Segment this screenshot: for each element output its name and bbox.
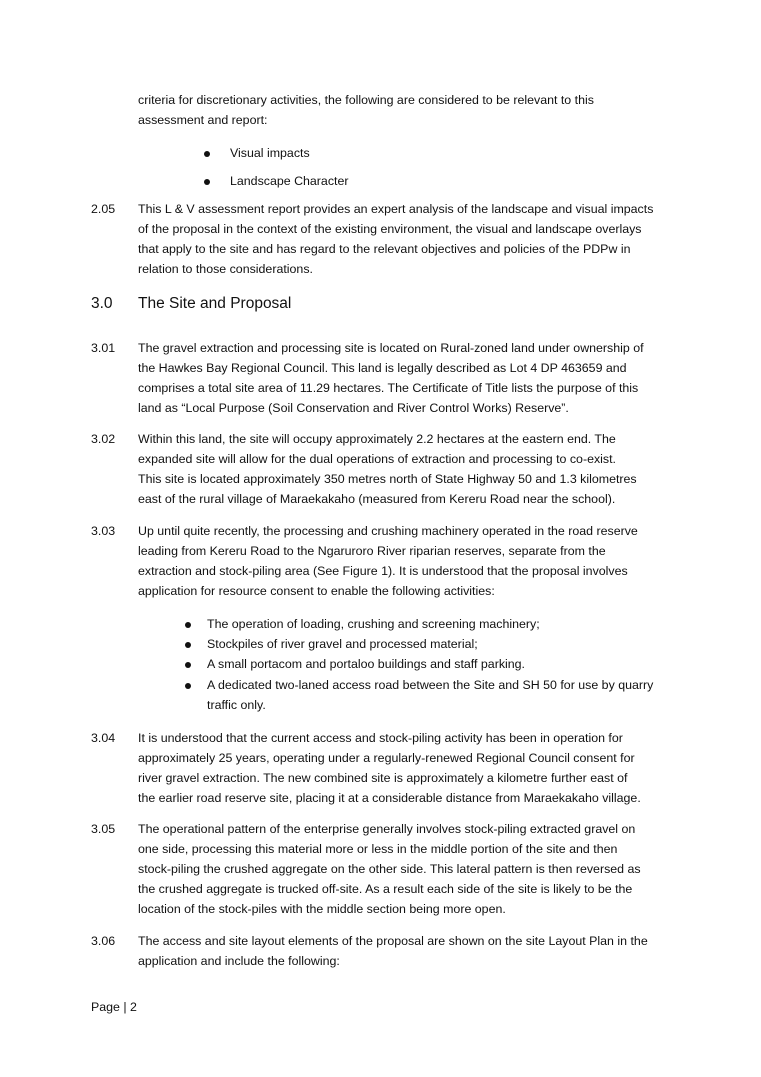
paragraph-number: 3.05	[91, 822, 116, 836]
paragraph-number: 3.06	[91, 934, 116, 948]
bullet-item: Stockpiles of river gravel and processed material;	[207, 637, 478, 651]
bullet-icon	[185, 642, 191, 648]
bullet-item: A dedicated two-laned access road between the Site and SH 50 for use by quarry	[207, 678, 654, 692]
paragraph-line: of the proposal in the context of the existing environment, the visual and landscape overlays	[138, 222, 642, 236]
paragraph-line: This site is located approximately 350 metres north of State Highway 50 and 1.3 kilometres	[138, 472, 637, 486]
bullet-item: The operation of loading, crushing and screening machinery;	[207, 617, 540, 631]
paragraph-line: It is understood that the current access and stock-piling activity has been in operation for	[138, 731, 623, 745]
section-number: 3.0	[91, 295, 113, 312]
bullet-continuation: traffic only.	[207, 698, 266, 712]
paragraph-line: land as “Local Purpose (Soil Conservation and River Control Works) Reserve”.	[138, 401, 569, 415]
paragraph-line: This L & V assessment report provides an expert analysis of the landscape and visual impacts	[138, 202, 654, 216]
paragraph-line: comprises a total site area of 11.29 hectares. The Certificate of Title lists the purpose of this	[138, 381, 639, 395]
intro-line: assessment and report:	[138, 113, 268, 127]
paragraph-line: the crushed aggregate is trucked off-site. As a result each side of the site is likely to be the	[138, 882, 633, 896]
paragraph-line: river gravel extraction. The new combined site is approximately a kilometre further east of	[138, 771, 628, 785]
paragraph-number: 3.02	[91, 432, 116, 446]
section-title: The Site and Proposal	[138, 295, 292, 312]
paragraph-number: 2.05	[91, 202, 116, 216]
paragraph-line: The access and site layout elements of the proposal are shown on the site Layout Plan in the	[138, 934, 648, 948]
paragraph-line: Up until quite recently, the processing and crushing machinery operated in the road reserve	[138, 524, 638, 538]
paragraph-line: relation to those considerations.	[138, 262, 313, 276]
paragraph-line: the Hawkes Bay Regional Council. This land is legally described as Lot 4 DP 463659 and	[138, 361, 627, 375]
bullet-icon	[204, 151, 210, 157]
paragraph-line: The operational pattern of the enterprise generally involves stock-piling extracted gravel on	[138, 822, 636, 836]
bullet-item: Landscape Character	[230, 174, 349, 188]
paragraph-line: one side, processing this material more or less in the middle portion of the site and then	[138, 842, 618, 856]
paragraph-line: the earlier road reserve site, placing it at a considerable distance from Maraekakaho village.	[138, 791, 641, 805]
paragraph-number: 3.04	[91, 731, 116, 745]
paragraph-line: expanded site will allow for the dual operations of extraction and processing to co-exist.	[138, 452, 616, 466]
bullet-icon	[185, 662, 191, 668]
paragraph-line: approximately 25 years, operating under a regularly-renewed Regional Council consent for	[138, 751, 635, 765]
paragraph-line: extraction and stock-piling area (See Figure 1). It is understood that the proposal involves	[138, 564, 628, 578]
paragraph-number: 3.03	[91, 524, 116, 538]
paragraph-line: east of the rural village of Maraekakaho (measured from Kereru Road near the school).	[138, 492, 616, 506]
intro-line: criteria for discretionary activities, the following are considered to be relevant to this	[138, 93, 594, 107]
page-number: Page | 2	[91, 1000, 137, 1014]
bullet-item: Visual impacts	[230, 146, 310, 160]
paragraph-line: application and include the following:	[138, 954, 340, 968]
paragraph-line: application for resource consent to enable the following activities:	[138, 584, 495, 598]
bullet-icon	[185, 622, 191, 628]
bullet-item: A small portacom and portaloo buildings and staff parking.	[207, 657, 525, 671]
paragraph-line: Within this land, the site will occupy approximately 2.2 hectares at the eastern end. The	[138, 432, 616, 446]
bullet-icon	[185, 683, 191, 689]
paragraph-line: leading from Kereru Road to the Ngaruroro River riparian reserves, separate from the	[138, 544, 606, 558]
bullet-icon	[204, 179, 210, 185]
paragraph-number: 3.01	[91, 341, 116, 355]
paragraph-line: The gravel extraction and processing site is located on Rural-zoned land under ownership of	[138, 341, 644, 355]
paragraph-line: location of the stock-piles with the middle section being more open.	[138, 902, 506, 916]
paragraph-line: that apply to the site and has regard to the relevant objectives and policies of the PDPw in	[138, 242, 631, 256]
paragraph-line: stock-piling the crushed aggregate on the other side. This lateral pattern is then reversed as	[138, 862, 641, 876]
